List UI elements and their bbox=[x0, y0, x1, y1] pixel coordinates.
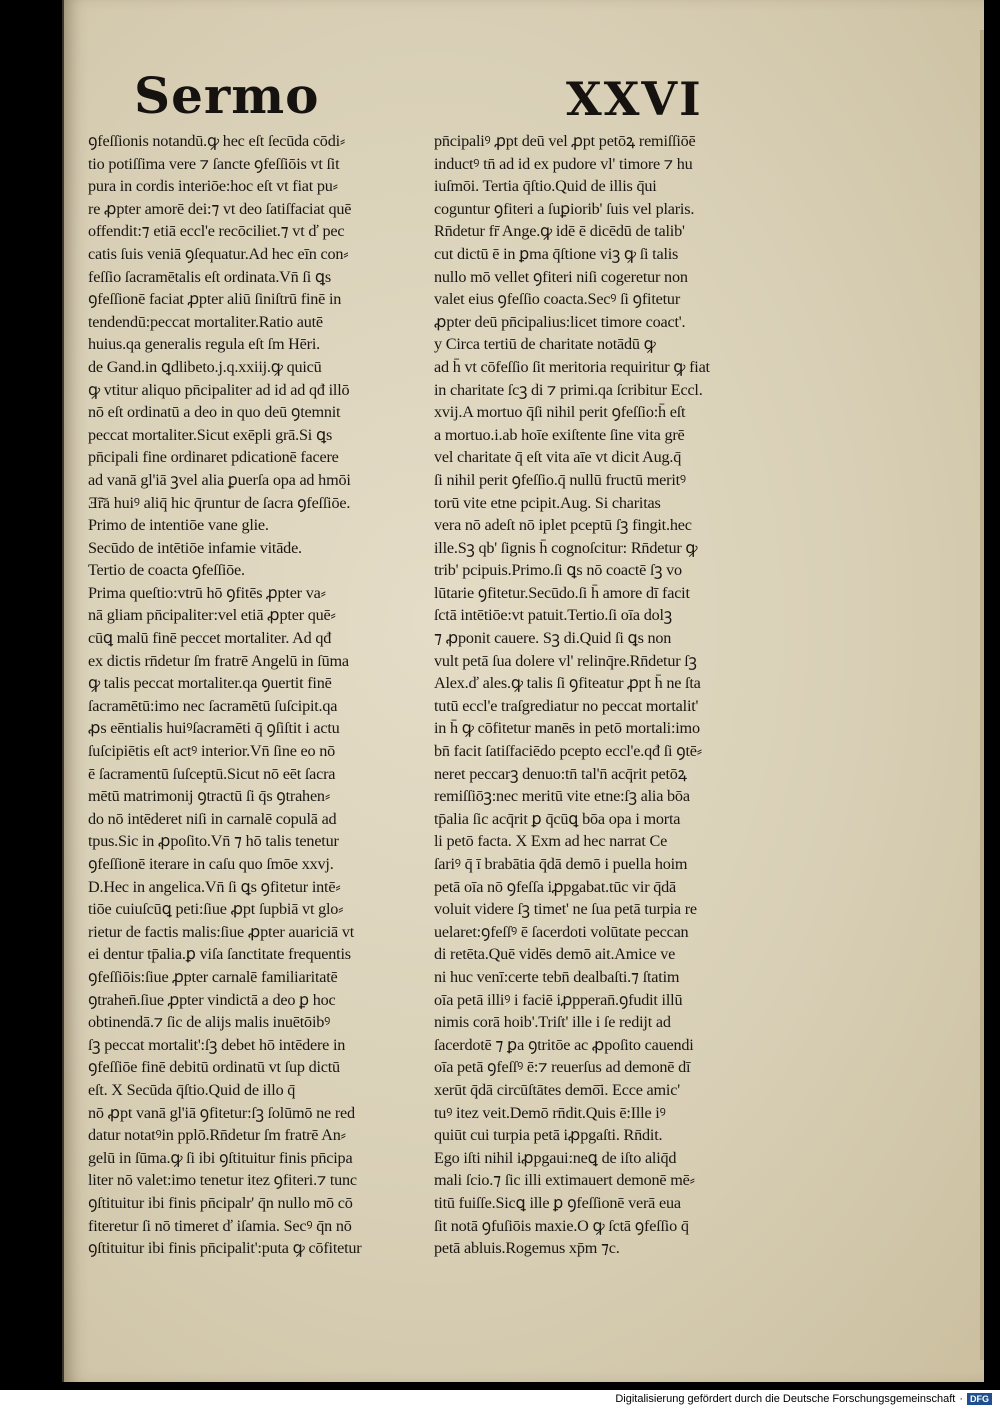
text-line: fiteretur ſi nō timeret ď iſamia. Secꝰ q̄n nō bbox=[88, 1216, 352, 1235]
text-line: ſacerdotē ⁊ ꝑa ꝯtritōe ac ꝓpoſito cauendi bbox=[434, 1035, 694, 1054]
text-line: ille.Sꝫ qb' ſignis h̄ cognoſcitur: Rn̄detur ꝙ bbox=[434, 538, 698, 557]
text-line: oīa petā ꝯfeſſꝰ ē:⁊ reuerſus ad demonē dī bbox=[434, 1058, 691, 1077]
text-line: Ǝ͠ra huiꝰ aliq̄ hic q̄runtur de ſacra ꝯfeſſiōe. bbox=[88, 493, 351, 512]
text-line: a mortuo.i.ab hoīe exiſtente ſine vita grē bbox=[434, 425, 685, 444]
text-line: ad vanā gl'iā ꝫvel alia ꝑuerſa opa ad hmōi bbox=[88, 470, 351, 489]
text-line: nā gliam pn̄cipaliter:vel etiā ꝓpter quē⸗ bbox=[88, 606, 336, 625]
text-line: vel charitate q̄ eſt vita aīe vt dicit Aug.q̄ bbox=[434, 448, 682, 467]
text-line: ſꝫ peccat mortalit':ſꝫ debet hō intēdere in bbox=[88, 1035, 346, 1054]
text-line: di retēta.Quē vidēs demō ait.Amice ve bbox=[434, 945, 676, 964]
text-line: inductꝰ tn̄ ad id ex pudore vl' timore ⁊ hu bbox=[434, 154, 693, 173]
text-line: ſacramētū:imo nec ſacramētū ſuſcipit.qa bbox=[88, 696, 338, 715]
digitization-footer bbox=[615, 1393, 992, 1405]
text-line: voluit videre ſꝫ timet' ne ſua petā turpia re bbox=[434, 900, 697, 919]
left-column bbox=[88, 130, 483, 1260]
right-column bbox=[434, 130, 834, 1260]
text-line: ꝓpter deū pn̄cipalius:licet timore coact'. bbox=[434, 312, 686, 331]
dfg-logo: DFG bbox=[967, 1393, 992, 1405]
text-line: Primo de intentiōe vane glie. bbox=[88, 516, 269, 535]
text-line: ꝯfeſſiōis:ſiue ꝓpter carnalē familiaritatē bbox=[88, 967, 338, 986]
text-line: nullo mō vellet ꝯfiteri niſi cogeretur non bbox=[434, 267, 688, 286]
text-line: pura in cordis interiōe:hoc eſt vt fiat pu⸗ bbox=[88, 177, 338, 196]
text-line: ⁊ ꝓponit cauere. Sꝫ di.Quid ſi ꝗs non bbox=[434, 629, 672, 648]
text-line: nō ꝓpt vanā gl'iā ꝯfitetur:ſꝫ ſolūmō ne red bbox=[88, 1103, 355, 1122]
text-line: tendendū:peccat mortaliter.Ratio autē bbox=[88, 312, 323, 331]
page-edge bbox=[980, 30, 984, 1360]
text-line: neret peccarꝫ denuo:tn̄ tal'n̄ acq̄rit petōꝝ bbox=[434, 764, 687, 783]
text-line: xvij.A mortuo q̄ſi nihil perit ꝯfeſſio:h̄ eſt bbox=[434, 403, 686, 422]
text-line: feſſio ſacramētalis eſt ordinata.Vn̄ ſi ꝗs bbox=[88, 267, 332, 286]
text-line: ꝙ talis peccat mortaliter.qa ꝯuertit finē bbox=[88, 674, 332, 693]
text-line: obtinendā.⁊ ſic de alijs malis inuētōibꝰ bbox=[88, 1013, 331, 1032]
text-line: re ꝓpter amorē dei:⁊ vt deo ſatiſfaciat quē bbox=[88, 199, 352, 218]
text-line: offendit:⁊ etiā eccl'e recōciliet.⁊ vt ď pec bbox=[88, 222, 345, 241]
text-line: pn̄cipaliꝰ ꝓpt deū vel ꝓpt petōꝝ remiſſiōē bbox=[434, 132, 696, 150]
text-line: datur notatꝰin pplō.Rn̄detur ſm fratrē An⸗ bbox=[88, 1126, 346, 1145]
running-head-right: XXVI bbox=[566, 72, 703, 126]
text-line: ei dentur tp̄alia.ꝑ viſa ſanctitate frequentis bbox=[88, 945, 351, 964]
text-line: li petō facta. X Exm ad hec narrat Ce bbox=[434, 832, 668, 851]
text-line: D.Hec in angelica.Vn̄ ſi ꝗs ꝯfitetur intē⸗ bbox=[88, 877, 341, 896]
text-line: rietur de factis malis:ſiue ꝓpter auariciā vt bbox=[88, 922, 355, 941]
text-line: ex dictis rn̄detur ſm fratrē Angelū in ſūma bbox=[88, 651, 349, 670]
text-line: ꝯfeſſionis notandū.ꝙ hec eſt ſecūda cōdi⸗ bbox=[88, 132, 346, 150]
text-line: nimis corā hoib'.Triſt' ille i ſe redijt ad bbox=[434, 1013, 671, 1032]
text-line: Ego iſti nihil iꝓpgaui:neꝗ de iſto aliq̄d bbox=[434, 1148, 677, 1167]
text-line: ſuſcipiētis eſt actꝰ interior.Vn̄ ſine eo nō bbox=[88, 742, 336, 761]
book-page bbox=[62, 0, 984, 1382]
text-line: quiūt cui turpia petā iꝓpgaſti. Rn̄dit. bbox=[434, 1126, 663, 1145]
text-line: ꝓs eēntialis huiꝰſacramēti q̄ ꝯſiſtit i actu bbox=[88, 719, 340, 738]
text-line: titū fuiſſe.Sicꝗ ille ꝑ ꝯfeſſionē verā eua bbox=[434, 1193, 681, 1212]
text-line: oīa petā illiꝰ i faciē iꝓpperan̄.ꝯfudit illū bbox=[434, 990, 683, 1009]
text-line: trib' pcipuis.Primo.ſi ꝗs nō coactē ſꝫ vo bbox=[434, 561, 682, 580]
text-line: ſi nihil perit ꝯfeſſio.q̄ nullū fructū meritꝰ bbox=[434, 470, 686, 489]
text-line: Secūdo de intētiōe infamie vitāde. bbox=[88, 538, 302, 557]
text-line: bn̄ facit ſatiſfaciēdo pcepto eccl'e.qđ ſi ꝯtē⸗ bbox=[434, 742, 702, 761]
text-line: ſariꝰ q̄ ī brabātia q̄dā demō i puella hoim bbox=[434, 855, 688, 873]
text-line: tuꝰ itez veit.Demō rn̄dit.Quis ē:Ille iꝰ bbox=[434, 1103, 666, 1122]
text-line: ſit notā ꝯfuſiōis maxie.O ꝙ ſctā ꝯfeſſio q̄ bbox=[434, 1216, 689, 1235]
footer-separator: · bbox=[959, 1393, 963, 1405]
text-line: ni huc venī:certe tebn̄ dealbaſti.⁊ ſtatim bbox=[434, 967, 680, 986]
text-line: Tertio de coacta ꝯfeſſiōe. bbox=[88, 561, 245, 580]
text-line: ꝯſtituitur ibi finis pn̄cipalit':puta ꝙ cōfitetur bbox=[88, 1239, 362, 1258]
text-line: ꝯſtituitur ibi finis pn̄cipalr' q̄n nullo mō cō bbox=[88, 1193, 353, 1212]
text-line: xerūt q̄dā circūſtātes demō̄i. Ecce amic' bbox=[434, 1080, 680, 1099]
text-line: do nō intēderet niſi in carnalē copulā ad bbox=[88, 809, 337, 828]
text-line: ꝯfeſſionē iterare in caſu quo ſmōe xxvj. bbox=[88, 855, 334, 873]
text-line: vult petā ſua dolere vl' relinq̄re.Rn̄detur ſꝫ bbox=[434, 651, 697, 670]
text-line: gelū in ſūma.ꝙ ſi ibi ꝯſtituitur finis pn̄cipa bbox=[88, 1148, 353, 1167]
text-line: uelaret:ꝯfeſſꝰ ē ſacerdoti volūtate peccan bbox=[434, 922, 689, 941]
text-line: peccat mortaliter.Sicut exēpli grā.Si ꝗs bbox=[88, 425, 333, 444]
text-line: mētū matrimonij ꝯtractū ſi q̄s ꝯtrahen⸗ bbox=[88, 787, 331, 806]
text-line: y Circa tertiū de charitate notādū ꝙ bbox=[434, 335, 656, 354]
text-line: tiōe cuiuſcūꝗ peti:ſiue ꝓpt ſupbiā vt glo⸗ bbox=[88, 900, 344, 919]
text-line: tp̄alia ſic acq̄rit ꝑ q̄cūꝗ bōa opa i morta bbox=[434, 809, 681, 828]
text-line: tio potiſſima vere ⁊ ſancte ꝯfeſſiōis vt ſit bbox=[88, 154, 340, 173]
running-head-left: Sermo bbox=[134, 66, 320, 125]
text-line: in h̄ ꝙ cōfitetur manēs in petō mortali:imo bbox=[434, 719, 700, 738]
text-line: ꝯfeſſiōe finē debitū ordinatū vt ſup dictū bbox=[88, 1058, 340, 1077]
text-line: petā oīa nō ꝯfeſſa iꝓpgabat.tūc vir q̄dā bbox=[434, 877, 677, 896]
text-line: mali ſcio.⁊ ſic illi extimauert demonē mē⸗ bbox=[434, 1171, 695, 1190]
text-line: Prima queſtio:vtrū hō ꝯfitēs ꝓpter va⸗ bbox=[88, 583, 326, 602]
text-line: coguntur ꝯfiteri a ſuꝑiorib' ſuis vel plaris. bbox=[434, 199, 695, 218]
footer-text: Digitalisierung gefördert durch die Deutsche Forschungsgemeinschaft bbox=[615, 1393, 956, 1405]
text-line: catis ſuis veniā ꝯſequatur.Ad hec eīn con⸗ bbox=[88, 244, 349, 263]
text-line: petā abluis.Rogemus xp̄m ⁊c. bbox=[434, 1239, 620, 1258]
text-line: ad h̄ vt cōfeſſio ſit meritoria requiritur ꝙ fiat bbox=[434, 357, 710, 376]
text-line: ē ſacramentū ſuſceptū.Sicut nō eēt ſacra bbox=[88, 764, 336, 783]
text-line: de Gand.in ꝗdlibeto.j.q.xxiij.ꝙ quicū bbox=[88, 357, 322, 376]
text-line: pn̄cipali fine ordinaret pdicationē facere bbox=[88, 448, 339, 467]
text-line: valet eius ꝯfeſſio coacta.Secꝰ ſi ꝯfitetur bbox=[434, 290, 681, 309]
text-line: ſctā intētiōe:vt patuit.Tertio.ſi oīa dolꝫ bbox=[434, 606, 672, 625]
text-line: ꝯtrahen̄.ſiue ꝓpter vindictā a deo ꝑ hoc bbox=[88, 990, 336, 1009]
text-line: eſt. X Secūda q̄ſtio.Quid de illo q̄ bbox=[88, 1080, 296, 1099]
text-line: lūtarie ꝯfitetur.Secūdo.ſi h̄ amore dī facit bbox=[434, 583, 690, 602]
text-line: Alex.ď ales.ꝙ talis ſi ꝯfiteatur ꝓpt h̄ ne ſta bbox=[434, 674, 701, 693]
text-line: remiſſiōꝫ:nec meritū vite etne:ſꝫ alia bōa bbox=[434, 787, 690, 806]
text-line: cut dictū ē in ꝑma q̄ſtione viꝫ ꝙ ſi talis bbox=[434, 244, 679, 263]
text-line: cūꝗ malū finē peccet mortaliter. Ad qđ bbox=[88, 629, 332, 648]
text-line: tpus.Sic in ꝓpoſito.Vn̄ ⁊ hō talis tenetur bbox=[88, 832, 339, 851]
text-line: iuſmōi. Tertia q̄ſtio.Quid de illis q̄ui bbox=[434, 177, 657, 196]
text-line: in charitate ſcꝫ di ⁊ primi.qa ſcribitur Eccl. bbox=[434, 380, 703, 399]
text-line: huius.qa generalis regula eſt ſm Hēri. bbox=[88, 335, 320, 354]
text-line: vera nō adeſt nō iplet pceptū ſꝫ fingit.hec bbox=[434, 516, 692, 535]
text-line: liter nō valet:imo tenetur itez ꝯfiteri.⁊ tunc bbox=[88, 1171, 357, 1190]
text-line: nō eſt ordinatū a deo in quo deū ꝯtemnit bbox=[88, 403, 341, 422]
text-line: torū vite etne pcipit.Aug. Si charitas bbox=[434, 493, 661, 512]
text-line: tutū eccl'e traſgrediatur no peccat mortalit' bbox=[434, 696, 699, 715]
text-line: Rn̄detur fr̄ Ange.ꝙ idē ē dicēdū de talib' bbox=[434, 222, 685, 241]
text-line: ꝙ vtitur aliquo pn̄cipaliter ad id ad qđ illō bbox=[88, 380, 350, 399]
text-line: ꝯfeſſionē faciat ꝓpter aliū ſiniſtrū finē in bbox=[88, 290, 342, 309]
